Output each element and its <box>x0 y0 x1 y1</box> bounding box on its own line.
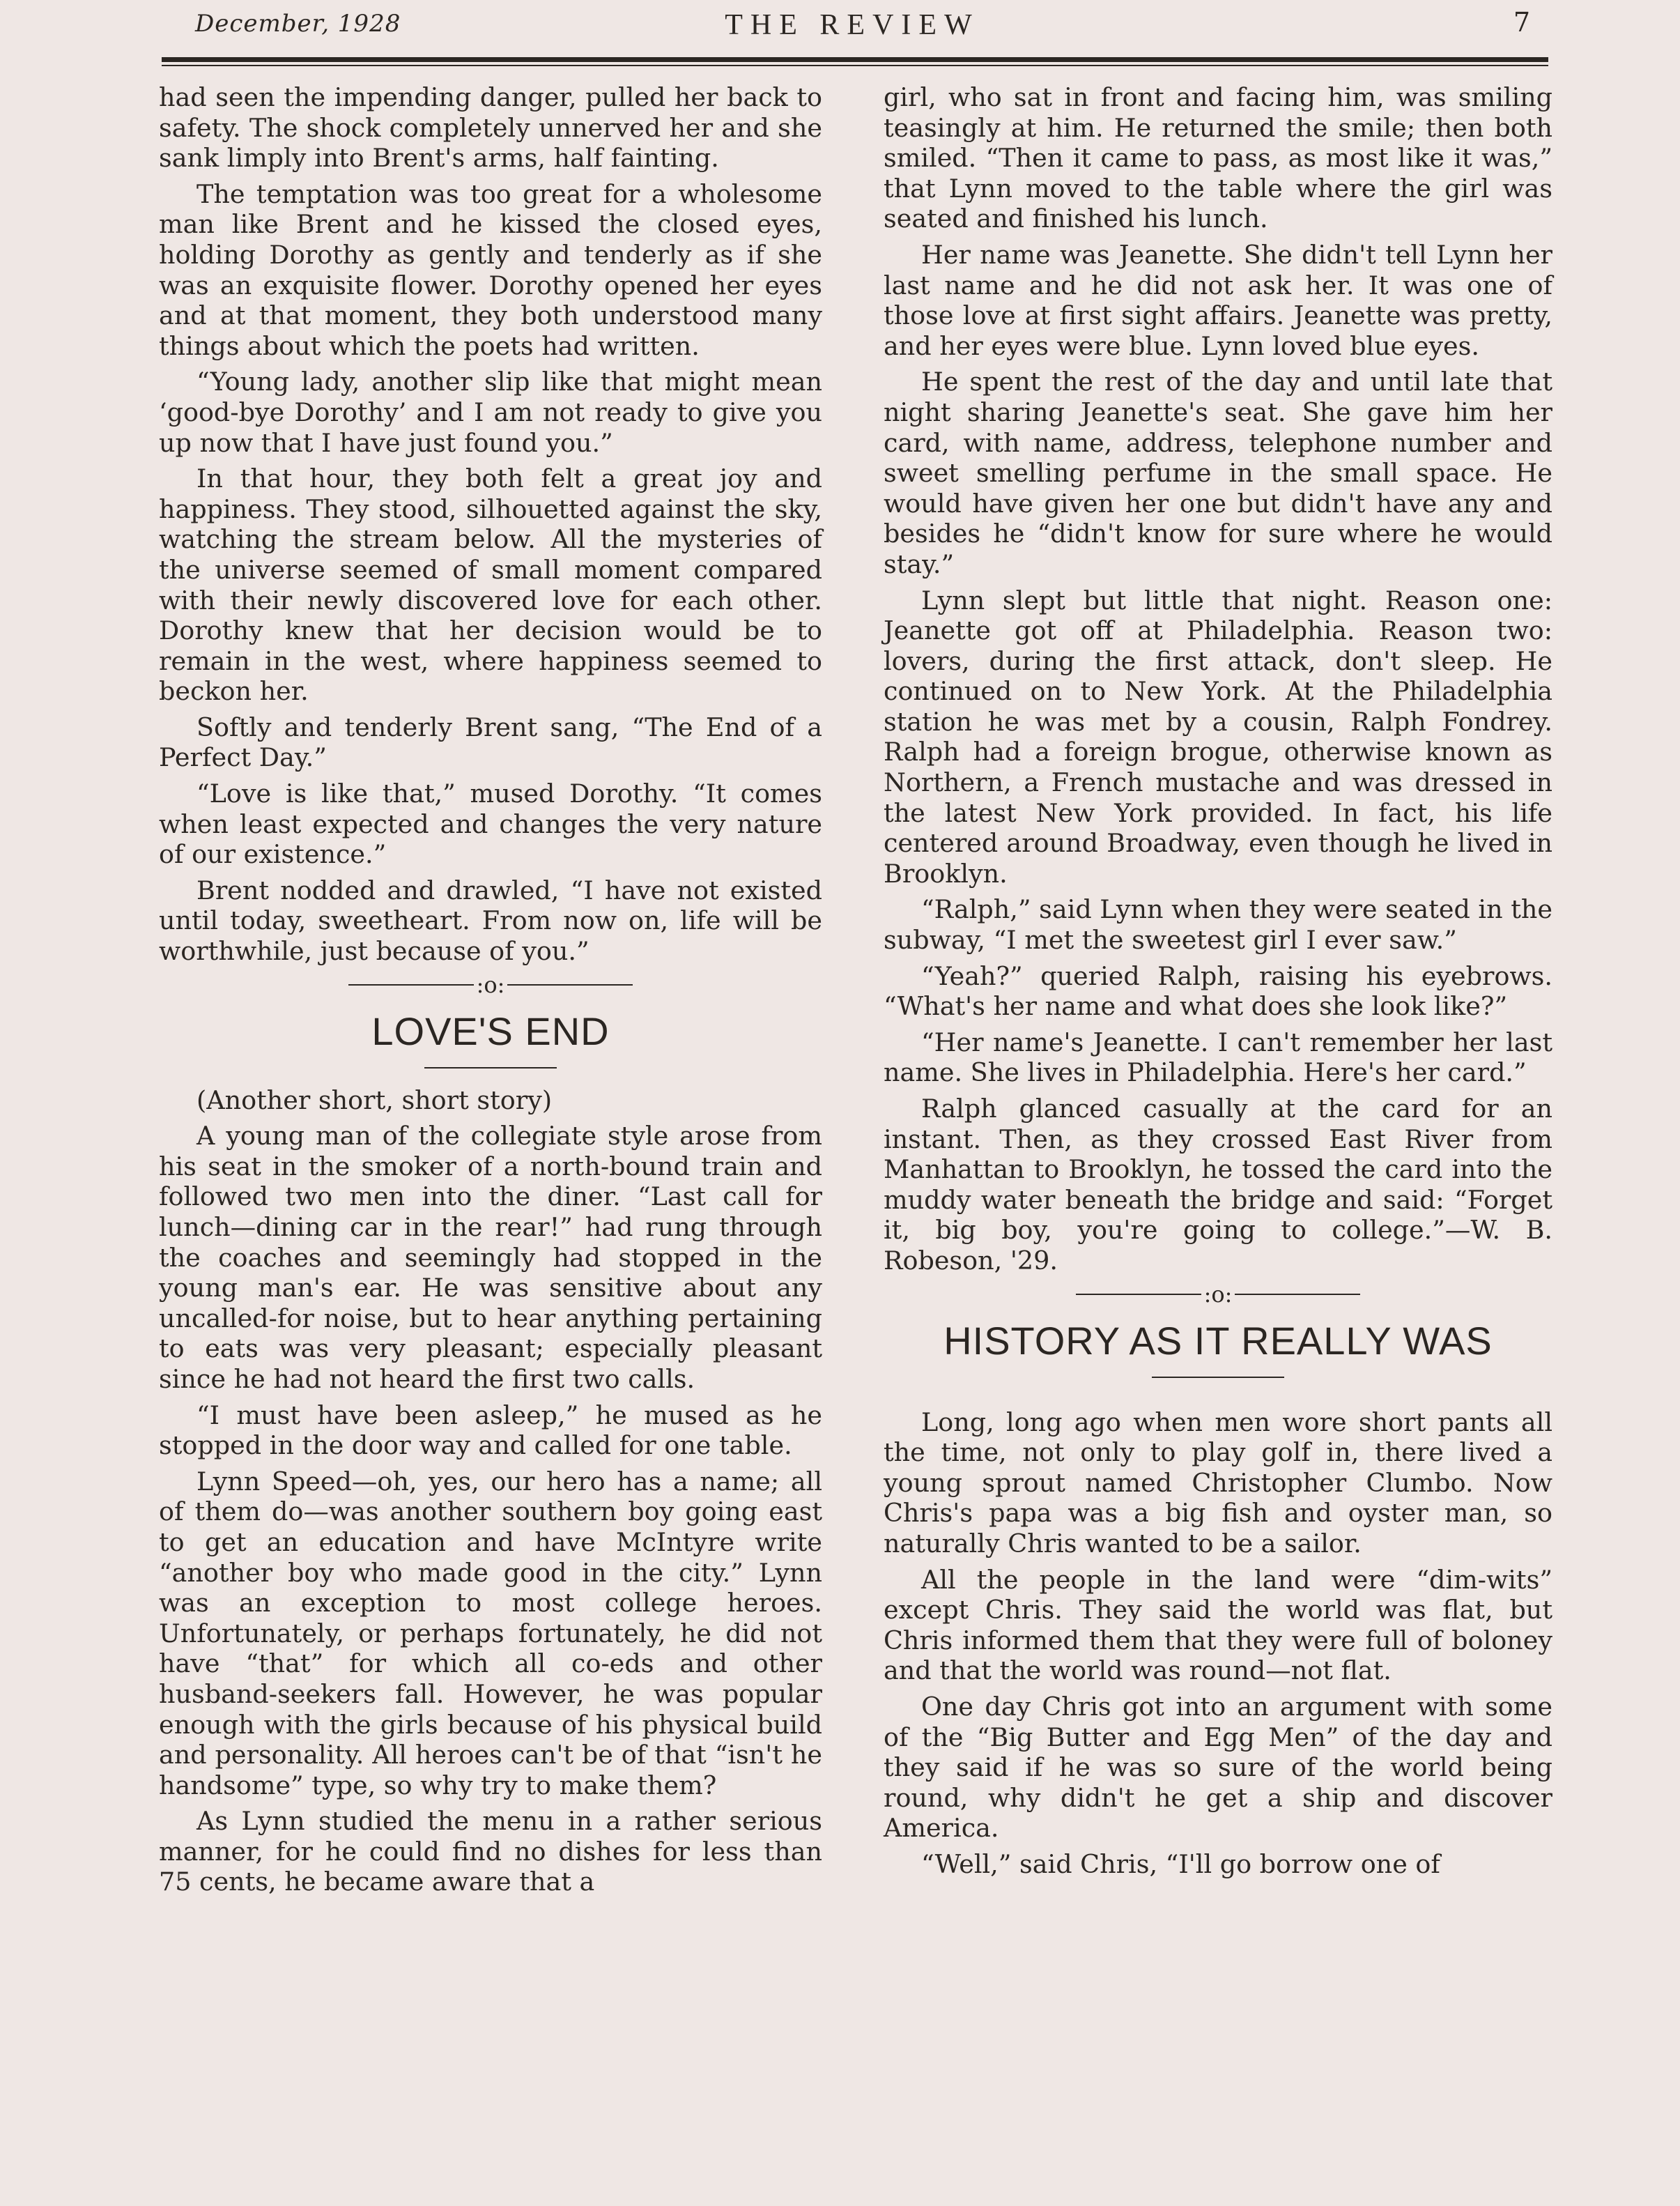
separator-mark: :o: <box>476 971 505 998</box>
header-date: December, 1928 <box>195 10 401 38</box>
running-header <box>159 4 1546 49</box>
paragraph: Lynn Speed—oh, yes, our hero has a name; all of them do—was another southern boy going east to get an education and have McIntyre write “another boy who made good in the city.” Lynn was an exception to most college heroes. Unfortunately, or perhaps fortunately, he did not have “that” for which all co-eds and other husband-seekers fall. However, he was popular enough with the girls because of his physical build and personality. All heroes can't be of that “isn't he handsome” type, so why try to make them? <box>159 1466 822 1800</box>
paragraph: “Yeah?” queried Ralph, raising his eyebrows. “What's her name and what does she look like?” <box>884 960 1552 1022</box>
story-subtitle: (Another short, short story) <box>196 1085 553 1115</box>
paragraph: girl, who sat in front and facing him, was smiling teasingly at him. He returned the smile; then both smiled. “Then it came to pass, as most like it was,” that Lynn moved to the table where the girl was seated and finished his lunch. <box>884 82 1552 234</box>
paragraph: In that hour, they both felt a great joy and happiness. They stood, silhouetted against the sky, watching the stream below. All the mysteries of the universe seemed of small moment compared with their newly discovered love for each other. Dorothy knew that her decision would be to remain in the west, where happiness seemed to beckon her. <box>159 464 822 707</box>
story-title: LOVE'S END <box>371 1009 610 1053</box>
paragraph: Lynn slept but little that night. Reason one: Jeanette got off at Philadelphia. Reason two: lovers, during the first attack, don't sleep. He continued on to New York. At the Philadelphia station he was met by a cousin, Ralph Fondrey. Ralph had a foreign brogue, otherwise known as Northern, a French mustache and was dressed in the latest New York provided. In fact, his life centered around Broadway, even though he lived in Brooklyn. <box>884 585 1552 889</box>
header-rule <box>162 57 1548 62</box>
paragraph: Long, long ago when men wore short pants all the time, not only to play golf in, there lived a young sprout named Christopher Clumbo. Now Chris's papa was a big fish and oyster man, so naturally Chris wanted to be a sailor. <box>884 1407 1552 1558</box>
paragraph: “Well,” said Chris, “I'll go borrow one of <box>921 1848 1440 1879</box>
paragraph: Brent nodded and drawled, “I have not existed until today, sweetheart. From now on, life will be worthwhile, just because of you.” <box>159 875 822 967</box>
paragraph: As Lynn studied the menu in a rather serious manner, for he could find no dishes for less than 75 cents, he became aware that a <box>159 1806 822 1897</box>
paragraph: A young man of the collegiate style arose from his seat in the smoker of a north-bound train and followed two men into the diner. “Last call for lunch—dining car in the rear!” had rung through the coaches and seemingly had stopped in the young man's ear. He was sensitive about any uncalled-for noise, but to hear anything pertaining to eats was very pleasant; especially pleasant since he had not heard the first two calls. <box>159 1121 822 1394</box>
section-separator <box>884 1282 1552 1307</box>
story-title: HISTORY AS IT REALLY WAS <box>943 1318 1493 1363</box>
paragraph: Her name was Jeanette. She didn't tell Lynn her last name and he did not ask her. It was one of those love at first sight affairs. Jeanette was pretty, and her eyes were blue. Lynn loved blue eyes. <box>884 239 1552 361</box>
paragraph: All the people in the land were “dim-wits” except Chris. They said the world was flat, but Chris informed them that they were full of boloney and that the world was round—not flat. <box>884 1564 1552 1686</box>
paragraph: The temptation was too great for a wholesome man like Brent and he kissed the closed eyes, holding Dorothy as gently and tenderly as if she was an exquisite flower. Dorothy opened her eyes and at that moment, they both understood many things about which the poets had written. <box>159 178 822 361</box>
paragraph: Ralph glanced casually at the card for an instant. Then, as they crossed East River from Manhattan to Brooklyn, he tossed the card into the muddy water beneath the bridge and said: “Forget it, big boy, you're going to college.”—W. B. Robeson, '29. <box>884 1094 1552 1276</box>
separator-line <box>1235 1294 1360 1295</box>
paragraph: Softly and tenderly Brent sang, “The End of a Perfect Day.” <box>159 712 822 773</box>
separator-mark: :o: <box>1203 1280 1233 1308</box>
paragraph: had seen the impending danger, pulled her back to safety. The shock completely unnerved her and she sank limply into Brent's arms, half fainting. <box>159 82 822 174</box>
section-separator <box>159 972 822 997</box>
page-number: 7 <box>1513 7 1530 38</box>
paragraph: “Love is like that,” mused Dorothy. “It comes when least expected and changes the very nature of our existence.” <box>159 779 822 870</box>
publication-title: THE REVIEW <box>725 9 980 41</box>
right-column <box>884 82 1552 1885</box>
paragraph: “I must have been asleep,” he mused as he stopped in the door way and called for one table. <box>159 1400 822 1461</box>
paragraph: “Her name's Jeanette. I can't remember her last name. She lives in Philadelphia. Here's her card.” <box>884 1027 1552 1088</box>
separator-line <box>348 984 474 986</box>
paragraph: “Young lady, another slip like that might mean ‘good-bye Dorothy’ and I am not ready to give you up now that I have just found you.” <box>159 367 822 458</box>
paragraph: One day Chris got into an argument with some of the “Big Butter and Egg Men” of the day and they said if he was so sure of the world being round, why didn't he get a ship and discover America. <box>884 1691 1552 1844</box>
title-underline <box>1152 1377 1284 1378</box>
separator-line <box>1076 1294 1201 1295</box>
paragraph: He spent the rest of the day and until late that night sharing Jeanette's seat. She gave him her card, with name, address, telephone number and sweet smelling perfume in the small space. He would have given her one but didn't have any and besides he “didn't know for sure where he would stay.” <box>884 367 1552 579</box>
header-rule-thin <box>162 65 1548 66</box>
title-underline <box>424 1067 557 1068</box>
separator-line <box>507 984 633 986</box>
paragraph: “Ralph,” said Lynn when they were seated in the subway, “I met the sweetest girl I ever saw.” <box>884 894 1552 956</box>
left-column <box>159 82 822 1903</box>
